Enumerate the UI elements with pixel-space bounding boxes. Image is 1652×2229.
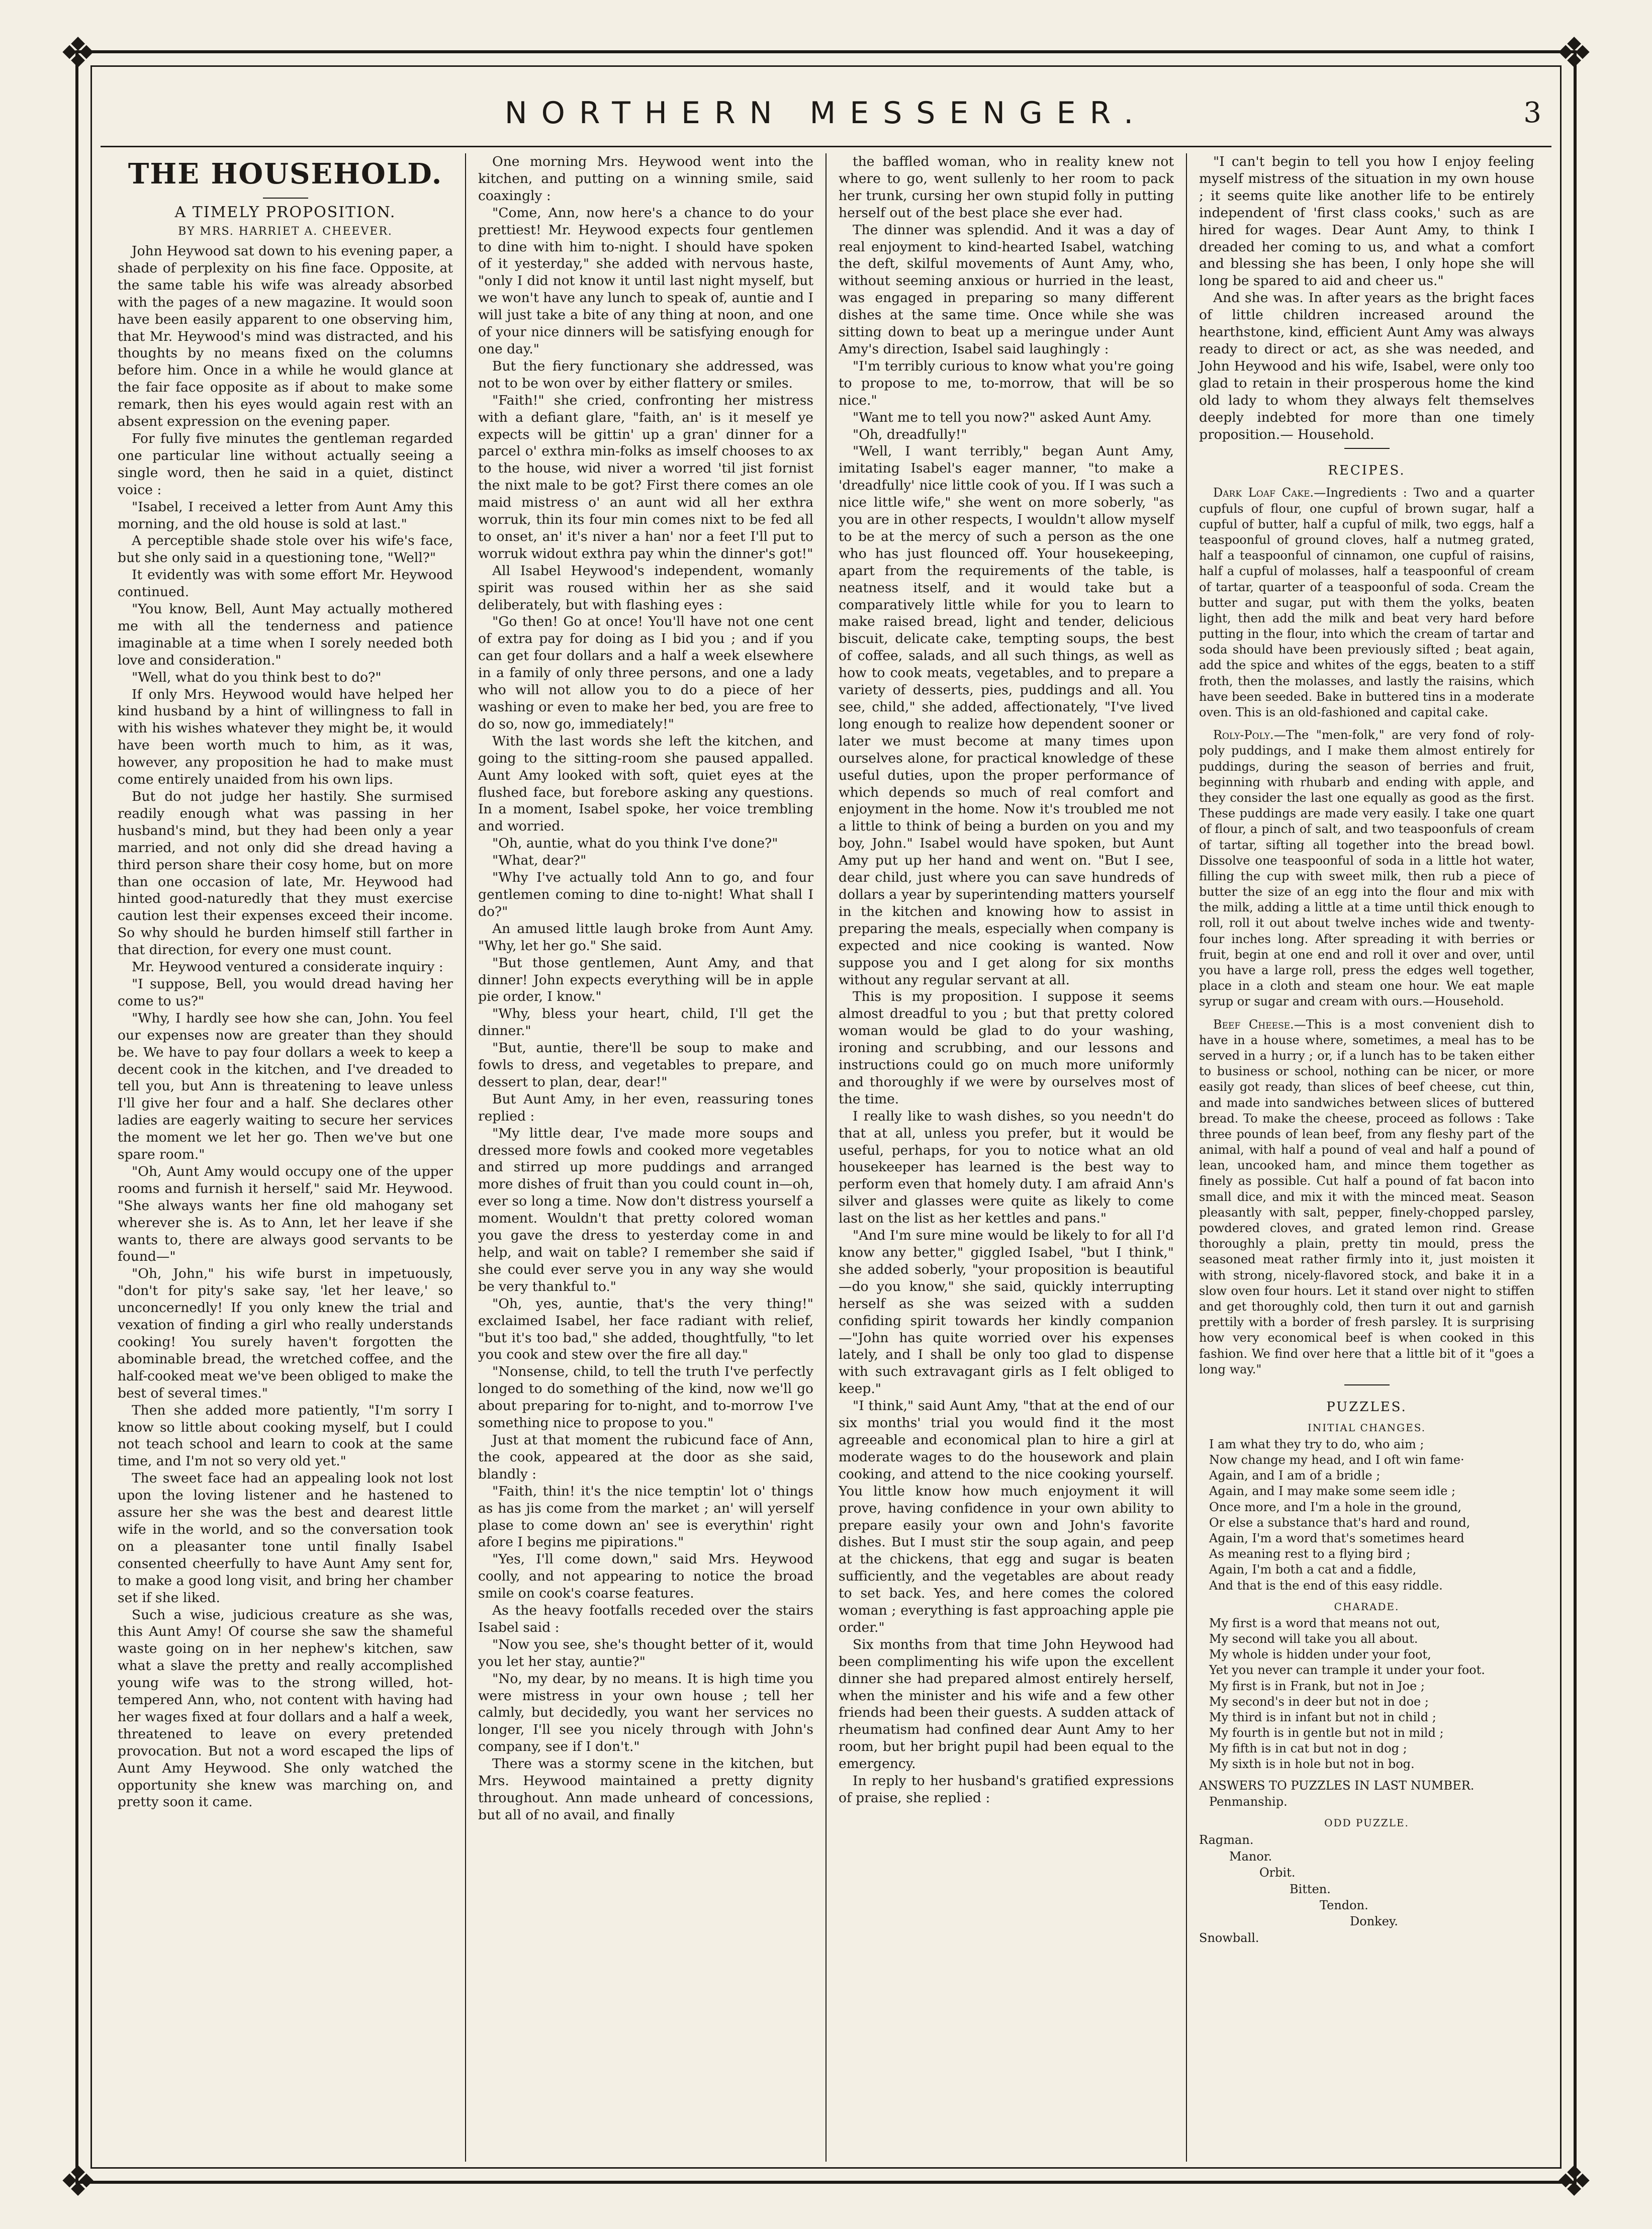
paragraph: "Go then! Go at once! You'll have not one cent of extra pay for doing as I bid you ; and if you can get four dollars and a half a week elsewhere in a family of only three persons, and one a lady who will not allow you to do a piece of her washing or even to make her bed, you are free to do so, now go, immediately!" xyxy=(478,614,813,732)
columns xyxy=(106,153,1546,2162)
poem-line: Now change my head, and I oft win fame· xyxy=(1209,1453,1464,1467)
odd-puzzle-word: Tendon. xyxy=(1320,1898,1368,1912)
paragraph: "Oh, Aunt Amy would occupy one of the upper rooms and furnish it herself," said Mr. Heywood. "She always wants her fine old mahogany set wherever she is. As to Ann, let her leave if she wants to, there are always good servants to be found—" xyxy=(118,1163,453,1265)
paragraph: A perceptible shade stole over his wife's face, but she only said in a questioning tone, "Well?" xyxy=(118,533,453,566)
poem-line: Again, and I am of a bridle ; xyxy=(1209,1468,1381,1483)
paragraph: "I'm terribly curious to know what you're going to propose to me, to-morrow, that will be so nice." xyxy=(839,358,1174,408)
paragraph: "Faith!" she cried, confronting her mistress with a defiant glare, "faith, an' is it meself ye expects will be gittin' up a gran' dinner for a parcel o' exthra min-folks as imself chooses to ax to the house, wid niver a worred 'til jist fornist the nixt male to be got? First there comes an ole maid mistress o' an aunt wid all her exthra worruk, thin its four min comes nixt to be fed all to onset, an' it's niver a han' nor a feet I'll put to worruk widout exthra pay whin the dinner's got!" xyxy=(478,392,813,562)
charade-poem xyxy=(1209,1616,1534,1773)
poem-line: Yet you never can trample it under your foot. xyxy=(1209,1663,1485,1678)
divider xyxy=(263,198,308,199)
odd-puzzle-title: ODD PUZZLE. xyxy=(1324,1817,1409,1829)
recipe xyxy=(1199,1017,1534,1377)
paragraph: "Come, Ann, now here's a chance to do your prettiest! Mr. Heywood expects four gentlemen to dine with him to-night. I should have spoken of it yesterday," she added with nervous haste, "only I did not know it until last night myself, but we won't have any lunch to speak of, auntie and I will just take a bite of any thing at noon, and one of your nice dinners will be satisfying enough for one day." xyxy=(478,205,813,357)
paragraph: "My little dear, I've made more soups and dressed more fowls and cooked more vegetables and stirred up more puddings and arranged more dishes of fruit than you could count in—oh, ever so long a time. Now don't distress yourself a moment. Wouldn't that pretty colored woman you gave the dress to yesterday come in and help, and wait on table? I remember she said if she could ever serve you in any way she would be very thankful to." xyxy=(478,1125,813,1294)
paragraph: "I think," said Aunt Amy, "that at the end of our six months' trial you would find it the most agreeable and economical plan to hire a girl at moderate wages to do the housework and plain cooking, and attend to the nice cooking yourself. You little know how much enjoyment it will prove, having confidence in your own ability to prepare easily your own and John's favorite dishes. But I must stir the soup again, and peep at the chickens, that egg and sugar is beaten sufficiently, and the vegetables are about ready to set back. Yes, and here comes the colored woman ; everything is fast approaching apple pie order." xyxy=(839,1398,1174,1635)
initial-changes-title: INITIAL CHANGES. xyxy=(1307,1421,1426,1434)
paragraph: An amused little laugh broke from Aunt Amy. "Why, let her go." She said. xyxy=(478,920,813,954)
odd-puzzle-answers xyxy=(1199,1832,1534,1929)
paragraph: "I can't begin to tell you how I enjoy feeling myself mistress of the situation in my own house ; it seems quite like another life to be entirely independent of 'first class cooks,' such as are hired for wages. Dear Aunt Amy, to think I dreaded her coming to us, and what a comfort and blessing she has been, I only hope she will long be spared to aid and cheer us." xyxy=(1199,154,1534,289)
recipe-text: —Ingredients : Two and a quarter cupfuls of flour, one cupful of brown sugar, half a cupful of butter, half a cupful of milk, two eggs, half a teaspoonful of ground cloves, half a nutmeg grated, half a teaspoonful of cinnamon, one cupful of raisins, half a cupful of molasses, half a teaspoonful of cream of tartar, quarter of a teaspoonful of soda. Cream the butter and sugar, put with them the yolks, beaten light, then add the milk and beat very hard before putting in the flour, into which the cream of tartar and soda should have been previously sifted ; beat again, add the spice and whites of the eggs, beaten to a stiff froth, then the molasses, and lastly the raisins, which have been seeded. Bake in buttered tins in a moderate oven. This is an old-fashioned and capital cake. xyxy=(1199,486,1534,720)
paragraph: "I suppose, Bell, you would dread having her come to us?" xyxy=(118,976,453,1009)
odd-puzzle-word: Bitten. xyxy=(1290,1882,1331,1896)
corner-ornament-icon: ❖ xyxy=(1555,28,1593,77)
paragraph: "Why, bless your heart, child, I'll get the dinner." xyxy=(478,1006,813,1039)
answers-title: ANSWERS TO PUZZLES IN LAST NUMBER. xyxy=(1199,1778,1475,1793)
poem-line: And that is the end of this easy riddle. xyxy=(1209,1578,1443,1593)
paragraph: "Oh, yes, auntie, that's the very thing!" exclaimed Isabel, her face radiant with relief, "but it's too bad," she added, thoughtfully, "to let you cook and stew over the fire all day." xyxy=(478,1295,813,1363)
newspaper-title: NORTHERN MESSENGER. xyxy=(504,96,1148,131)
paragraph: "Why, I hardly see how she can, John. You feel our expenses now are greater than they should be. We have to pay four dollars a week to keep a decent cook in the kitchen, and I've dreaded to tell you, but Ann is threatening to leave unless I'll give her four and a half. She declares other ladies are eagerly waiting to secure her services the moment we let her go. Then we've but one spare room." xyxy=(118,1010,453,1163)
masthead-rule xyxy=(101,146,1551,147)
paragraph: For fully five minutes the gentleman regarded one particular line without actually seeing a single word, then he said in a quiet, distinct voice : xyxy=(118,430,453,498)
paragraph: "Oh, John," his wife burst in impetuously, "don't for pity's sake say, 'let her leave,' so unconcernedly! If you only knew the trial and vexation of finding a girl who really understands cooking! You surely haven't forgotten the abominable bread, the wretched coffee, and the half-cooked meat we've been obliged to make the best of several times." xyxy=(118,1266,453,1401)
answer-penmanship: Penmanship. xyxy=(1209,1795,1288,1809)
corner-ornament-icon: ❖ xyxy=(59,2157,97,2206)
article-continuation xyxy=(1199,153,1534,443)
paragraph: In reply to her husband's gratified expressions of praise, she replied : xyxy=(839,1773,1174,1806)
article-title: A TIMELY PROPOSITION. xyxy=(174,204,396,221)
paragraph: But the fiery functionary she addressed, was not to be won over by either flattery or smiles. xyxy=(478,358,813,391)
paragraph: Then she added more patiently, "I'm sorry I know so little about cooking myself, but I could not teach school and learn to cook at the same time, and I'm not so very old yet." xyxy=(118,1402,453,1469)
poem-line: Or else a substance that's hard and round, xyxy=(1209,1515,1471,1530)
paragraph: Six months from that time John Heywood had been complimenting his wife upon the excellent dinner she had prepared almost entirely herself, when the minister and his wife and a few other friends had been their guests. A sudden attack of rheumatism had confined dear Aunt Amy to her room, but her bright pupil had been equal to the emergency. xyxy=(839,1636,1174,1772)
paragraph: One morning Mrs. Heywood went into the kitchen, and putting on a winning smile, said coaxingly : xyxy=(478,154,813,204)
paragraph: Just at that moment the rubicund face of Ann, the cook, appeared at the door as she said, blandly : xyxy=(478,1432,813,1482)
paragraph: There was a stormy scene in the kitchen, but Mrs. Heywood maintained a pretty dignity throughout. Ann made unheard of concessions, but all of no avail, and finally xyxy=(478,1756,813,1823)
poem-line: My whole is hidden under your foot, xyxy=(1209,1647,1431,1662)
paragraph: If only Mrs. Heywood would have helped her kind husband by a hint of willingness to fall in with his wishes whatever they might be, it would have been worth much to him, as it was, however, any proposition he had to make must come entirely unaided from his own lips. xyxy=(118,686,453,788)
answer-snowball: Snowball. xyxy=(1199,1930,1259,1945)
poem-line: Again, I'm a word that's sometimes heard xyxy=(1209,1531,1464,1546)
paragraph: And she was. In after years as the bright faces of little children increased around the hearthstone, kind, efficient Aunt Amy was always ready to direct or act, as she was needed, and John Heywood and his wife, Isabel, were only too glad to retain in their prosperous home the kind old lady to whom they always felt themselves deeply indebted for more than one timely proposition.— Household. xyxy=(1199,290,1534,442)
paragraph: The sweet face had an appealing look not lost upon the loving listener and he hastened to assure her she was the best and dearest little wife in the world, and so the conversation took on a pleasanter tone until finally Isabel consented cheerfully to have Aunt Amy sent for, to make a good long visit, and bring her chamber set if she liked. xyxy=(118,1470,453,1606)
paragraph: I really like to wash dishes, so you needn't do that at all, unless you prefer, but it would be useful, perhaps, for you to notice what an old housekeeper has learned is the best way to perform even that homely duty. I am afraid Ann's silver and glasses were quite as likely to come last on the list as her kettles and pans." xyxy=(839,1108,1174,1227)
recipe-name: Roly-Poly. xyxy=(1213,728,1274,742)
paragraph: Such a wise, judicious creature as she was, this Aunt Amy! Of course she saw the shameful waste going on in her nephew's kitchen, saw what a slave the pretty and really accomplished young wife was to the strong willed, hot-tempered Ann, who, not content with having had her wages fixed at four dollars and a half a week, threatened to leave on every pretended provocation. But not a word escaped the lips of Aunt Amy Heywood. She only watched the opportunity she knew was marching on, and pretty soon it came. xyxy=(118,1607,453,1810)
paragraph: But Aunt Amy, in her even, reassuring tones replied : xyxy=(478,1091,813,1124)
paragraph: the baffled woman, who in reality knew not where to go, went sullenly to her room to pack her trunk, cursing her own stupid folly in putting herself out of the best place she ever had. xyxy=(839,154,1174,221)
paragraph: "Faith, thin! it's the nice temptin' lot o' things as has jis come from the market ; an' will yerself plase to come down an' see is everythin' right afore I begins me pipirations." xyxy=(478,1483,813,1550)
poem-line: Again, and I may make some seem idle ; xyxy=(1209,1484,1456,1499)
paragraph: Mr. Heywood ventured a considerate inquiry : xyxy=(132,959,443,975)
poem-line: My third is in infant but not in child ; xyxy=(1209,1710,1436,1724)
paragraph: "Oh, dreadfully!" xyxy=(853,426,967,442)
paragraph: "You know, Bell, Aunt May actually mothered me with all the tenderness and patience imaginable at a time when I sorely needed both love and consideration." xyxy=(118,601,453,668)
initial-changes-poem xyxy=(1209,1437,1534,1594)
odd-puzzle-word: Manor. xyxy=(1229,1849,1272,1864)
poem-line: My sixth is in hole but not in bog. xyxy=(1209,1757,1415,1772)
paragraph: "But, auntie, there'll be soup to make and fowls to dress, and vegetables to prepare, and dessert to plan, dear, dear!" xyxy=(478,1040,813,1090)
corner-ornament-icon: ❖ xyxy=(59,28,97,77)
recipes xyxy=(1199,485,1534,1377)
paragraph: "Isabel, I received a letter from Aunt Amy this morning, and the old house is sold at last." xyxy=(118,499,453,532)
poem-line: My first is a word that means not out, xyxy=(1209,1616,1440,1630)
paragraph: John Heywood sat down to his evening paper, a shade of perplexity on his fine face. Opposite, at the same table his wife was already absorbed with the pages of a new magazine. It would soon have been easily apparent to one observing him, that Mr. Heywood's mind was distracted, and his thoughts by no means fixed on the columns before him. Once in a while he would glance at the fair face opposite as if about to make some remark, then his eyes would again rest with an absent expression on the evening paper. xyxy=(118,243,453,430)
paragraph: "Yes, I'll come down," said Mrs. Heywood coolly, and not appearing to notice the broad smile on cook's coarse features. xyxy=(478,1551,813,1602)
recipe-text: —This is a most convenient dish to have in a house where, sometimes, a meal has to be served in a hurry ; or, if a lunch has to be taken either to business or school, nothing can be nicer, or more easily got ready, than slices of beef cheese, cut thin, and made into sandwiches between slices of buttered bread. To make the cheese, proceed as follows : Take three pounds of lean beef, from any fleshy part of the animal, with half a pound of veal and half a pound of lean, uncooked ham, and mince them together as finely as possible. Cut half a pound of fat bacon into small dice, and mix it with the minced meat. Season pleasantly with salt, pepper, finely-chopped parsley, powdered cloves, and grated lemon rind. Grease thoroughly a plain, pretty tin mould, press the seasoned meat rather firmly into it, just moisten it with strong, nicely-flavored stock, and bake it in a slow oven four hours. Let it stand over night to stiffen and get thoroughly cold, then turn it out and garnish prettily with a border of fresh parsley. It is surprising how very economical beef is when cooked in this fashion. We find over here that a little bit of it "goes a long way." xyxy=(1199,1017,1535,1376)
paragraph: With the last words she left the kitchen, and going to the sitting-room she paused appalled. Aunt Amy looked with soft, quiet eyes at the flushed face, but forebore asking any questions. In a moment, Isabel spoke, her voice trembling and worried. xyxy=(478,733,813,834)
paragraph: "Why I've actually told Ann to go, and four gentlemen coming to dine to-night! What shall I do?" xyxy=(478,870,813,919)
recipe-name: Beef Cheese. xyxy=(1213,1017,1294,1032)
masthead xyxy=(101,83,1551,143)
recipe xyxy=(1199,727,1534,1009)
charade-title: CHARADE. xyxy=(1334,1600,1400,1613)
paragraph: "Now you see, she's thought better of it, would you let her stay, auntie?" xyxy=(478,1636,813,1669)
column-1 xyxy=(106,153,466,2162)
recipe-name: Dark Loaf Cake. xyxy=(1213,486,1314,500)
poem-line: As meaning rest to a flying bird ; xyxy=(1209,1547,1411,1561)
paragraph: As the heavy footfalls receded over the stairs Isabel said : xyxy=(478,1603,813,1635)
paragraph: "Want me to tell you now?" asked Aunt Amy. xyxy=(853,409,1152,425)
paragraph: This is my proposition. I suppose it seems almost dreadful to you ; but that pretty colored woman would be glad to do your washing, ironing and scrubbing, and our lessons and instructions could go on much more uniformly and thoroughly if we were by ourselves most of the time. xyxy=(839,989,1174,1107)
column-2 xyxy=(466,153,827,2162)
byline: BY MRS. HARRIET A. CHEEVER. xyxy=(178,225,393,238)
paragraph: "Oh, auntie, what do you think I've done?" xyxy=(492,835,778,852)
poem-line: Again, I'm both a cat and a fiddle, xyxy=(1209,1562,1417,1577)
paragraph: All Isabel Heywood's independent, womanly spirit was roused within her as she said deliberately, but with flashing eyes : xyxy=(478,563,813,613)
recipe xyxy=(1199,485,1534,720)
puzzles-title: PUZZLES. xyxy=(1326,1399,1407,1415)
paragraph: "But those gentlemen, Aunt Amy, and that dinner! John expects everything will be in apple pie order, I know." xyxy=(478,955,813,1005)
poem-line: My second's in deer but not in doe ; xyxy=(1209,1694,1429,1709)
poem-line: My fifth is in cat but not in dog ; xyxy=(1209,1741,1407,1756)
poem-line: My first is in Frank, but not in Joe ; xyxy=(1209,1679,1425,1693)
divider xyxy=(1344,1384,1390,1385)
column-4 xyxy=(1187,153,1546,2162)
poem-line: I am what they try to do, who aim ; xyxy=(1209,1437,1424,1451)
poem-line: Once more, and I'm a hole in the ground, xyxy=(1209,1500,1462,1514)
paragraph: "Nonsense, child, to tell the truth I've perfectly longed to do something of the kind, now we'll go about preparing for to-night, and to-morrow I've something nice to propose to you." xyxy=(478,1364,813,1431)
paragraph: "Well, I want terribly," began Aunt Amy, imitating Isabel's eager manner, "to make a 'dreadfully' nice little cook of you. If I was such a nice little wife," she went on more soberly, "as you are in other respects, I wouldn't allow myself to be at the mercy of such a person as the one who has just flounced off. Your housekeeping, apart from the requirements of the table, is neatness itself, and it would take but a comparatively little while for you to learn to make raised bread, light and tender, delicious biscuit, delicate cake, tempting soups, the best of coffee, salads, and all such things, as well as how to cook meats, vegetables, and to prepare a variety of desserts, pies, puddings and all. You see, child," she added, affectionately, "I've lived long enough to realize how dependent sooner or later we must become at many times upon ourselves alone, for practical knowledge of these useful duties, upon the proper performance of which depends so much of real comfort and enjoyment in the home. Now it's troubled me not a little to think of being a burden on you and my boy, John." Isabel would have spoken, but Aunt Amy put up her hand and went on. "But I see, dear child, just where you can save hundreds of dollars a year by superintending matters yourself in the kitchen and knowing how to assist in preparing the meals, especially when company is expected and nice cooking is wanted. Now suppose you and I get along for six months without any regular servant at all. xyxy=(839,443,1174,988)
paragraph: But do not judge her hastily. She surmised readily enough what was passing in her husband's mind, but they had been only a year married, and not only did she dread having a third person share their cosy home, but on more than one occasion of late, Mr. Heywood had hinted good-naturedly that they must exercise caution lest their expenses exceed their income. So why should he burden himself still farther in that direction, for every one must count. xyxy=(118,789,453,958)
paragraph: "No, my dear, by no means. It is high time you were mistress in your own house ; tell her calmly, but decidedly, you want her services no longer, I'll see you nicely through with John's company, see if I don't." xyxy=(478,1670,813,1755)
paragraph: It evidently was with some effort Mr. Heywood continued. xyxy=(118,567,453,600)
column-3 xyxy=(827,153,1187,2162)
paragraph: "And I'm sure mine would be likely to for all I'd know any better," giggled Isabel, "but I think," she added soberly, "your proposition is beautiful—do you know," she said, quickly interrupting herself as she was seized with a sudden confiding spirit towards her kindly companion—"John has quite worried over his expenses lately, and I shall be only too glad to dispense with such extravagant girls as I felt obliged to keep." xyxy=(839,1228,1174,1397)
page-number: 3 xyxy=(1523,97,1541,129)
odd-puzzle-word: Ragman. xyxy=(1199,1833,1254,1847)
poem-line: My fourth is in gentle but not in mild ; xyxy=(1209,1726,1444,1740)
divider xyxy=(1344,448,1390,449)
paragraph: The dinner was splendid. And it was a day of real enjoyment to kind-hearted Isabel, watching the deft, skilful movements of Aunt Amy, who, without seeming anxious or hurried in the least, was engaged in preparing so many different dishes at the same time. Once while she was sitting down to beat up a meringue under Aunt Amy's direction, Isabel said laughingly : xyxy=(839,222,1174,357)
paragraph: "Well, what do you think best to do?" xyxy=(132,669,382,685)
recipes-title: RECIPES. xyxy=(1328,463,1406,479)
section-title: THE HOUSEHOLD. xyxy=(128,157,443,191)
poem-line: My second will take you all about. xyxy=(1209,1631,1418,1646)
odd-puzzle-word: Orbit. xyxy=(1259,1866,1296,1880)
odd-puzzle-word: Donkey. xyxy=(1350,1914,1398,1929)
corner-ornament-icon: ❖ xyxy=(1555,2157,1593,2206)
paragraph: "What, dear?" xyxy=(492,853,587,869)
recipe-text: —The "men-folk," are very fond of roly-poly puddings, and I make them almost entirely for puddings, during the season of berries and fruit, beginning with rhubarb and ending with apple, and they consider the last one equally as good as the first. These puddings are made very easily. I take one quart of flour, a pinch of salt, and two teaspoonfuls of cream of tartar, sifting all together into the bread bowl. Dissolve one teaspoonful of soda in a little hot water, filling the cup with sweet milk, then rub a piece of butter the size of an egg into the flour and mix with the milk, adding a little at a time until thick enough to roll, roll it out about twelve inches wide and twenty-four inches long. After spreading it with berries or fruit, begin at one end and roll it over and over, until you have a large roll, press the edges well together, place in a cloth and steam one hour. We eat maple syrup or sugar and cream with ours.—Household. xyxy=(1199,728,1534,1009)
